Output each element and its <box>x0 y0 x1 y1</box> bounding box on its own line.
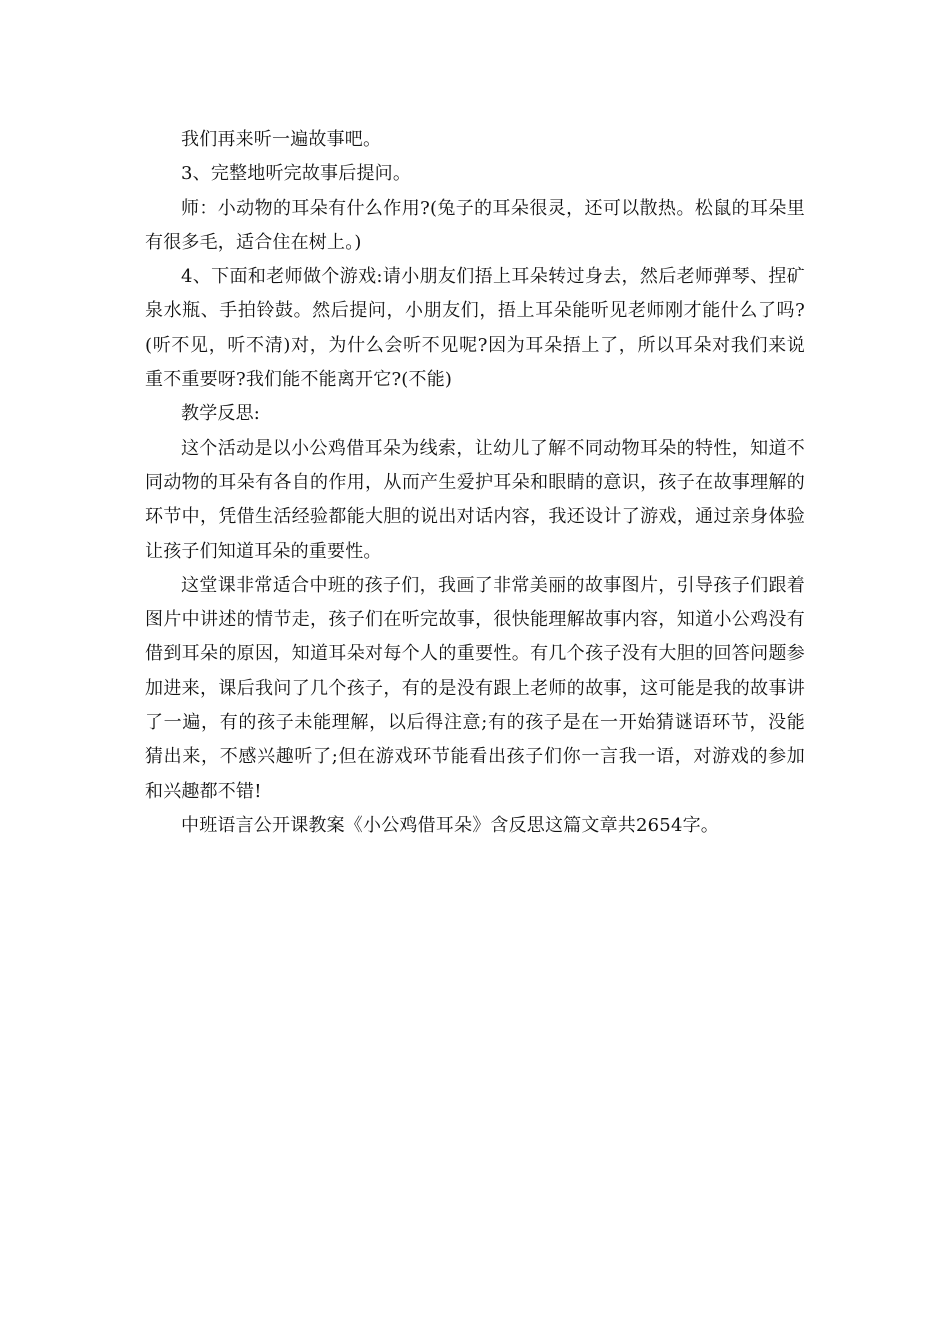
paragraph-reflection-1: 这个活动是以小公鸡借耳朵为线索，让幼儿了解不同动物耳朵的特性，知道不同动物的耳朵有各自的作用，从而产生爱护耳朵和眼睛的意识，孩子在故事理解的环节中，凭借生活经验都能大胆的说出对话内容，我还设计了游戏，通过亲身体验让孩子们知道耳朵的重要性。 <box>145 437 805 562</box>
paragraph-reflection-2: 这堂课非常适合中班的孩子们，我画了非常美丽的故事图片，引导孩子们跟着图片中讲述的情节走，孩子们在听完故事，很快能理解故事内容，知道小公鸡没有借到耳朵的原因，知道耳朵对每个人的重要性。有几个孩子没有大胆的回答问题参加进来，课后我问了几个孩子，有的是没有跟上老师的故事，这可能是我的故事讲了一遍，有的孩子未能理解，以后得注意;有的孩子是在一开始猜谜语环节，没能猜出来，不感兴趣听了;但在游戏环节能看出孩子们你一言我一语，对游戏的参加和兴趣都不错! <box>145 574 805 802</box>
section-heading-reflection: 教学反思: <box>181 403 261 425</box>
paragraph-step-4-game: 4、下面和老师做个游戏:请小朋友们捂上耳朵转过身去，然后老师弹琴、捏矿泉水瓶、手拍铃鼓。然后提问，小朋友们，捂上耳朵能听见老师刚才能什么了吗?(听不见，听不清)对，为什么会听不见呢?因为耳朵捂上了，所以耳朵对我们来说重不重要呀?我们能不能离开它?(不能) <box>145 266 805 391</box>
paragraph-article-footer: 中班语言公开课教案《小公鸡借耳朵》含反思这篇文章共2654字。 <box>181 814 720 836</box>
document-body <box>145 123 805 843</box>
paragraph-step-3: 3、完整地听完故事后提问。 <box>181 163 412 185</box>
paragraph-listen-again: 我们再来听一遍故事吧。 <box>181 129 382 150</box>
paragraph-teacher-question: 师：小动物的耳朵有什么作用?(兔子的耳朵很灵，还可以散热。松鼠的耳朵里有很多毛，适合住在树上。) <box>145 197 805 253</box>
